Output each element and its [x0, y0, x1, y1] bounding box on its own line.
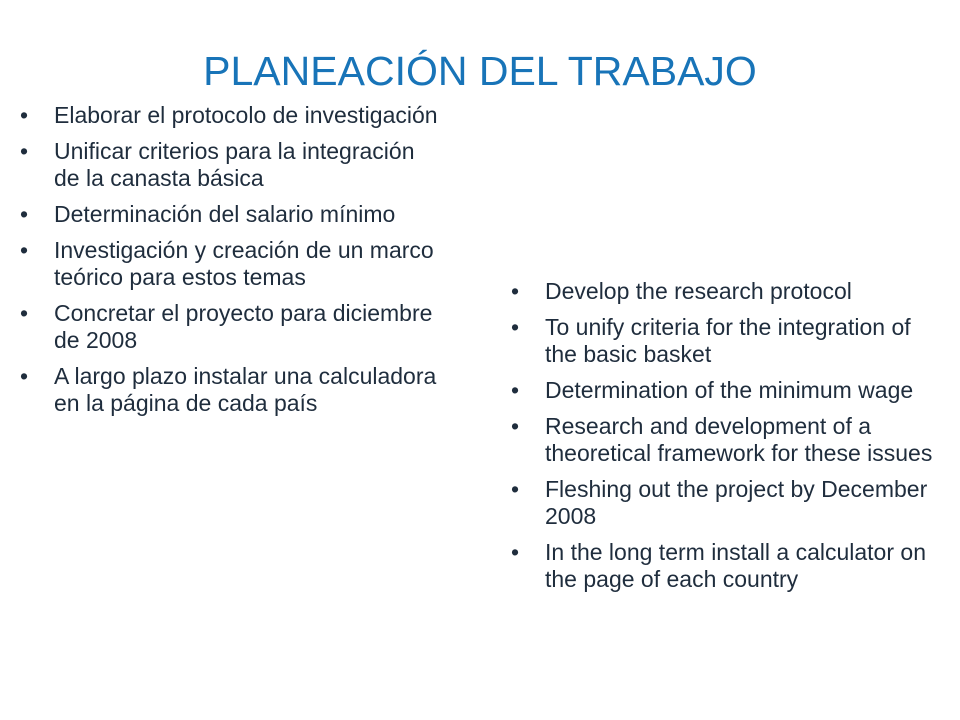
list-item — [511, 539, 941, 593]
bullet-icon: • — [511, 278, 520, 304]
list-item — [511, 413, 941, 467]
list-item-text: Determinación del salario mínimo — [54, 201, 396, 227]
bullet-icon: • — [20, 237, 29, 263]
list-item — [511, 314, 941, 368]
bullet-icon: • — [511, 539, 520, 565]
list-item — [20, 138, 440, 192]
list-item-text: Fleshing out the project by December 2008 — [545, 476, 928, 529]
bullet-icon: • — [511, 476, 520, 502]
list-item — [20, 300, 440, 354]
bullet-icon: • — [20, 102, 29, 128]
bullet-icon: • — [20, 363, 29, 389]
list-item — [511, 278, 941, 305]
list-item-text: Determination of the minimum wage — [545, 377, 914, 403]
slide-title: PLANEACIÓN DEL TRABAJO — [203, 48, 757, 95]
list-item — [511, 377, 941, 404]
list-item — [20, 363, 440, 417]
bullet-icon: • — [511, 314, 520, 340]
list-item — [511, 476, 941, 530]
list-item-text: Concretar el proyecto para diciembre de 2008 — [54, 300, 433, 353]
list-item-text: Research and development of a theoretical framework for these issues — [545, 413, 933, 466]
spanish-bullet-list — [20, 102, 440, 426]
bullet-icon: • — [20, 300, 29, 326]
list-item-text: Develop the research protocol — [545, 278, 852, 304]
list-item — [20, 201, 440, 228]
list-item — [20, 237, 440, 291]
bullet-icon: • — [20, 201, 29, 227]
list-item-text: Investigación y creación de un marco teórico para estos temas — [54, 237, 434, 290]
bullet-icon: • — [511, 377, 520, 403]
list-item-text: A largo plazo instalar una calculadora en la página de cada país — [54, 363, 437, 416]
bullet-icon: • — [20, 138, 29, 164]
list-item-text: Elaborar el protocolo de investigación — [54, 102, 438, 128]
list-item-text: To unify criteria for the integration of the basic basket — [545, 314, 911, 367]
list-item-text: In the long term install a calculator on the page of each country — [545, 539, 926, 592]
list-item-text: Unificar criterios para la integración de la canasta básica — [54, 138, 415, 191]
bullet-icon: • — [511, 413, 520, 439]
english-bullet-list — [511, 278, 941, 602]
list-item — [20, 102, 440, 129]
